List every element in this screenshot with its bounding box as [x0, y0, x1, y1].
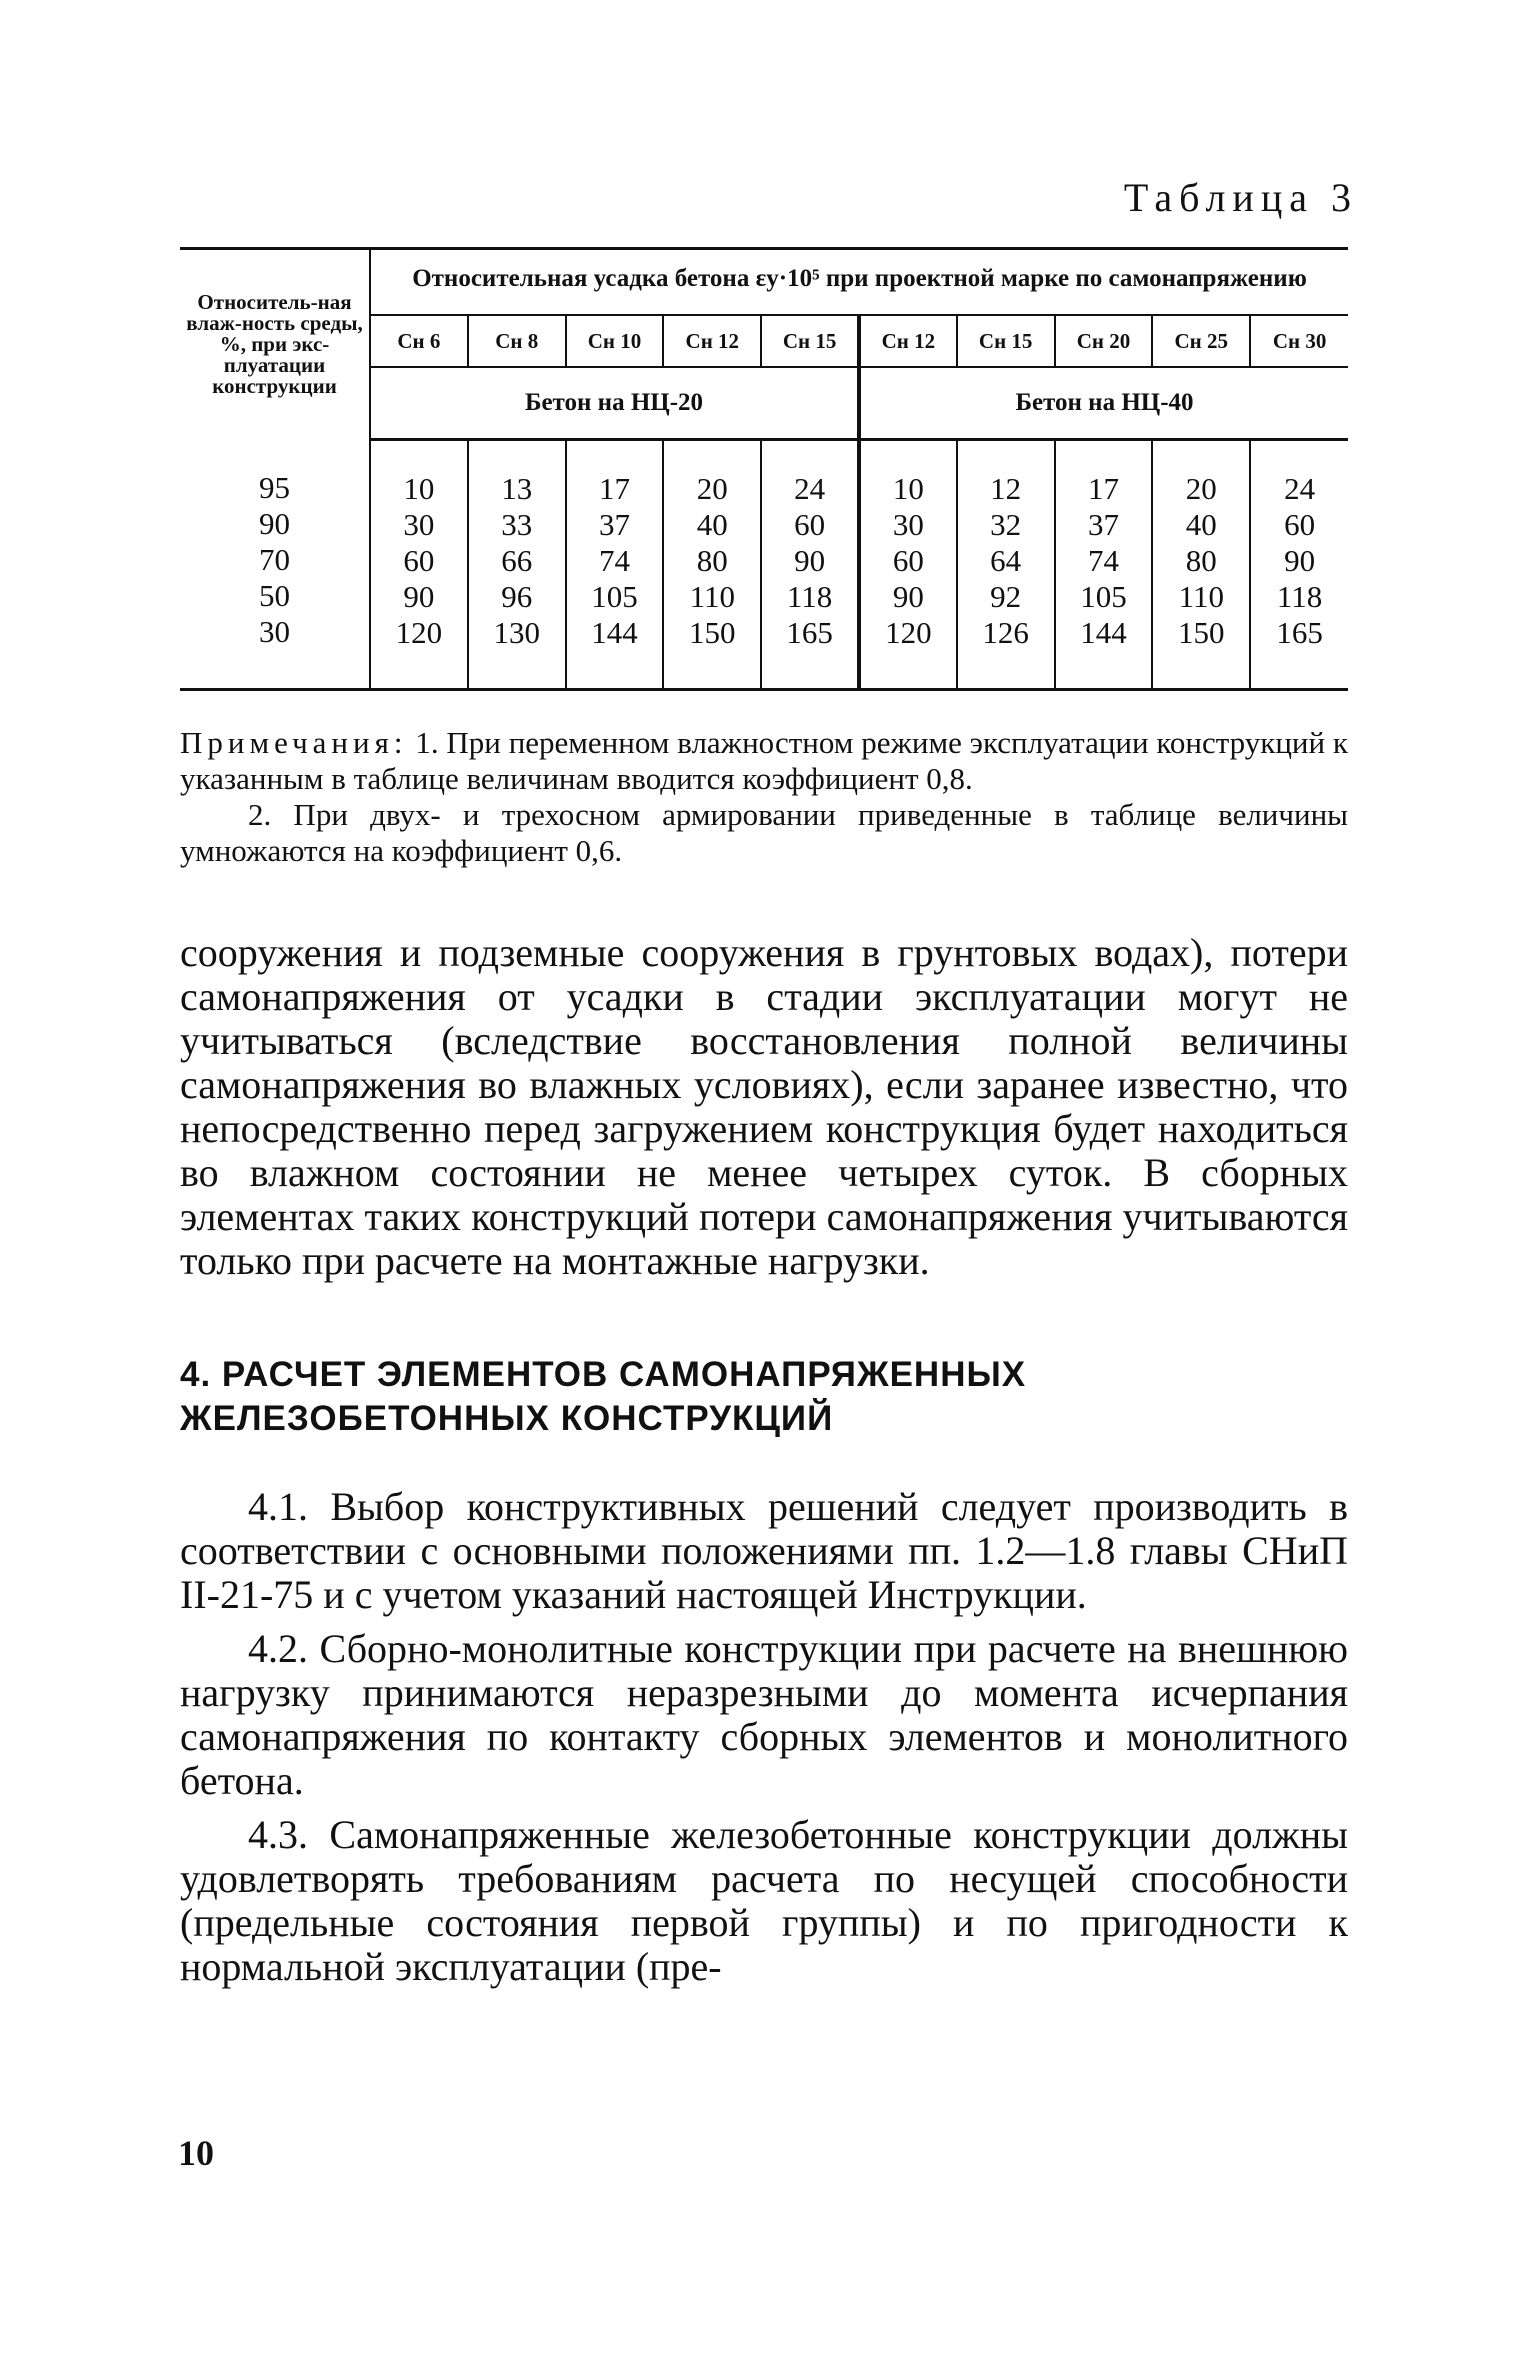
table-cell: 60 [794, 507, 826, 542]
table-cell: 105 [591, 579, 638, 614]
humidity-value: 90 [259, 505, 290, 541]
table-cell: 30 [403, 507, 435, 542]
table-cell: 37 [598, 507, 630, 542]
column-header: Сн 8 [468, 315, 566, 367]
table-cell: 96 [501, 579, 533, 614]
column-header: Сн 15 [957, 315, 1055, 367]
table-cell: 90 [892, 579, 924, 614]
value-column [957, 440, 1055, 690]
continuation-paragraph: сооружения и подземные сооружения в грунтовых водах), потери самонапряжения от усадки в стадии эксплуатации могут не учитываться (вследствие восстановления полной величины самонапряжения во влажных условиях), если заранее известно, что непосредственно перед загружением конструкция будет находиться во влажном состоянии не менее четырех суток. В сборных элементах таких конструкций потери самонапряжения учитываются только при расчете на монтажные нагрузки. [180, 929, 1348, 1283]
table-cell: 24 [1284, 471, 1316, 506]
group-header-nc20: Бетон на НЦ-20 [370, 367, 859, 440]
column-header: Сн 12 [663, 315, 761, 367]
row-header: Относитель-ная влаж-ность среды, %, при экс-плуатации конструкции [180, 249, 370, 440]
value-column [1152, 440, 1250, 690]
notes-heading: Примечания: [180, 724, 408, 760]
table-cell: 110 [1178, 579, 1224, 614]
table-cell: 80 [1185, 543, 1217, 578]
table-cell: 64 [990, 543, 1022, 578]
section-heading-line-1: 4. РАСЧЕТ ЭЛЕМЕНТОВ САМОНАПРЯЖЕННЫХ [180, 1354, 1027, 1394]
column-header: Сн 10 [566, 315, 664, 367]
table-cell: 150 [1178, 615, 1225, 650]
table-cell: 33 [501, 507, 533, 542]
note-1-text: 1. При переменном влажностном режиме эксплуатации конструкций к указанным в таблице величинам вводится коэффициент 0,8. [180, 724, 1348, 796]
column-header: Сн 6 [370, 315, 468, 367]
table-cell: 120 [885, 615, 932, 650]
table-cell: 17 [598, 471, 630, 506]
shrinkage-table [180, 247, 1348, 691]
value-column [859, 440, 957, 690]
table-cell: 60 [1284, 507, 1316, 542]
table-cell: 74 [1087, 543, 1119, 578]
value-column [1250, 440, 1348, 690]
paragraph-4-2: 4.2. Сборно-монолитные конструкции при расчете на внешнюю нагрузку принимаются неразрезными до момента исчерпания самонапряжения по контакту сборных элементов и монолитного бетона. [180, 1625, 1348, 1803]
value-column [761, 440, 859, 690]
table-cell: 24 [794, 471, 826, 506]
value-column [663, 440, 761, 690]
table-cell: 13 [501, 471, 533, 506]
table-cell: 90 [1284, 543, 1316, 578]
column-header: Сн 30 [1250, 315, 1348, 367]
paragraph-4-3: 4.3. Самонапряженные железобетонные конструкции должны удовлетворять требованиям расчета по несущей способности (предельные состояния первой группы) и по пригодности к нормальной эксплуатации (пре- [180, 1811, 1348, 1989]
table-cell: 10 [403, 471, 435, 506]
table-cell: 92 [990, 579, 1022, 614]
page-content [180, 160, 1358, 1989]
note-2: 2. При двух- и трехосном армировании приведенные в таблице величины умножаются на коэффициент 0,6. [180, 796, 1348, 868]
note-1 [180, 725, 1348, 797]
section-heading [180, 1353, 1348, 1441]
table-cell: 80 [696, 543, 728, 578]
paragraph-4-1: 4.1. Выбор конструктивных решений следует производить в соответствии с основными положениями пп. 1.2—1.8 главы СНиП II-21-75 и с учетом указаний настоящей Инструкции. [180, 1483, 1348, 1617]
section-heading-line-2: ЖЕЛЕЗОБЕТОННЫХ КОНСТРУКЦИЙ [180, 1398, 834, 1438]
column-header: Сн 12 [859, 315, 957, 367]
table-cell: 118 [1276, 579, 1323, 614]
humidity-column [180, 440, 370, 690]
table-cell: 150 [689, 615, 736, 650]
table-cell: 105 [1080, 579, 1127, 614]
table-cell: 37 [1087, 507, 1119, 542]
table-caption: Таблица 3 [1123, 175, 1358, 220]
value-column [566, 440, 664, 690]
table-cell: 120 [395, 615, 443, 650]
table-cell: 144 [591, 615, 638, 650]
table-cell: 165 [1276, 615, 1323, 650]
table-cell: 40 [1185, 507, 1217, 542]
table-cell: 32 [990, 507, 1022, 542]
table-cell: 165 [786, 615, 833, 650]
table-cell: 60 [403, 543, 435, 578]
table-cell: 17 [1087, 471, 1119, 506]
table-cell: 20 [696, 471, 728, 506]
table-cell: 130 [493, 615, 540, 650]
table-cell: 20 [1185, 471, 1217, 506]
table-cell: 30 [892, 507, 924, 542]
table-cell: 90 [403, 579, 435, 614]
page-number: 10 [178, 2133, 214, 2173]
value-column [1055, 440, 1153, 690]
value-column [370, 440, 468, 690]
humidity-value: 95 [259, 469, 290, 505]
table-cell: 74 [598, 543, 630, 578]
table-cell: 110 [689, 579, 735, 614]
humidity-value: 30 [259, 613, 290, 649]
table-cell: 10 [892, 471, 924, 506]
table-cell: 60 [892, 543, 924, 578]
table-cell: 40 [696, 507, 728, 542]
table-cell: 90 [794, 543, 826, 578]
column-header: Сн 15 [761, 315, 859, 367]
body-text [180, 931, 1348, 1989]
value-column [468, 440, 566, 690]
table-cell: 12 [990, 471, 1022, 506]
group-header-nc40: Бетон на НЦ-40 [859, 367, 1348, 440]
table-cell: 126 [982, 615, 1029, 650]
humidity-value: 50 [259, 577, 290, 613]
table-body-row [180, 440, 1348, 690]
table-cell: 144 [1080, 615, 1127, 650]
table-cell: 118 [786, 579, 833, 614]
humidity-value: 70 [259, 541, 290, 577]
column-header: Сн 20 [1055, 315, 1153, 367]
table-notes [180, 725, 1348, 869]
table-cell: 66 [501, 543, 533, 578]
column-header: Сн 25 [1152, 315, 1250, 367]
main-header: Относительная усадка бетона εу·10⁵ при проектной марке по самонапряжению [370, 249, 1348, 316]
